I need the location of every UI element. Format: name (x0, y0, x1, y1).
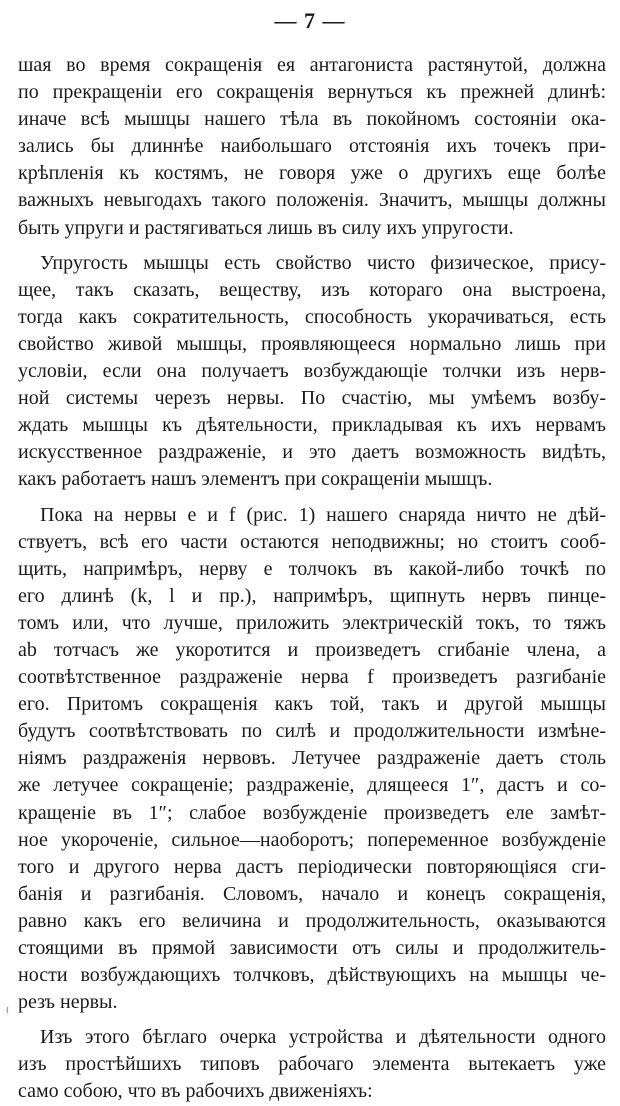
paragraph-gap (18, 1016, 606, 1024)
paragraph (18, 502, 606, 1017)
text-line: Изъ этого бѣглаго очерка устройства и дѣятельности одного (40, 1026, 606, 1049)
text-line: его. Притомъ сокращенія какъ той, такъ и другой мышцы (18, 693, 606, 716)
paragraph (18, 250, 606, 494)
text-line: щее, такъ сказать, веществу, изъ котораго она выстроена, (18, 278, 606, 301)
text-line: соотвѣтственное раздраженіе нерва f произведетъ разгибаніе (18, 666, 606, 689)
text-line: тогда какъ сократительность, способность укорачиваться, есть (18, 305, 606, 328)
paragraph-gap (18, 242, 606, 250)
text-line: иначе всѣ мышцы нашего тѣла въ покойномъ состояніи ока- (18, 108, 606, 131)
text-line: быть упруги и растягиваться лишь въ силу ихъ упругости. (18, 216, 514, 239)
text-line: Пока на нервы e и f (рис. 1) нашего снаряда ничто не дѣй- (40, 503, 606, 526)
text-line: Упругость мышцы есть свойство чисто физическое, прису- (40, 251, 606, 274)
text-line: важныхъ невыгодахъ такого положенія. Значитъ, мышцы должны (18, 189, 606, 212)
text-line: изъ простѣйшихъ типовъ рабочаго элемента вытекаетъ уже (18, 1053, 606, 1076)
text-line: какъ работаетъ нашъ элементъ при сокращеніи мышцъ. (18, 468, 493, 491)
text-line: же летучее сокращеніе; раздраженіе, длящееся 1″, дастъ и со- (18, 774, 606, 797)
page-number: — 7 — (274, 8, 346, 33)
text-line: шая во время сокращенія ея антагониста растянутой, должна (18, 54, 606, 76)
text-line: ждать мышцы къ дѣятельности, прикладывая къ ихъ нервамъ (18, 414, 606, 437)
text-line: кращеніе въ 1″; слабое возбужденіе произведетъ еле замѣт- (18, 801, 606, 824)
text-line: ствуетъ, всѣ его части остаются неподвижны; но стоитъ сооб- (18, 530, 606, 553)
text-line: условіи, если она получаетъ возбуждающіе толчки изъ нерв- (18, 360, 606, 383)
paragraph (18, 52, 606, 242)
text-line: его длинѣ (k, l и пр.), напримѣръ, щипнуть нервъ пинце- (18, 584, 606, 607)
text-line: само собою, что въ рабочихъ движеніяхъ: (18, 1080, 373, 1103)
text-line: ніямъ раздраженія нервовъ. Летучее раздраженіе даетъ столь (18, 747, 606, 770)
text-line: ности возбуждающихъ толчковъ, дѣйствующихъ на мышцы че- (18, 964, 606, 987)
text-line: банія и разгибанія. Словомъ, начало и конецъ сокращенія, (18, 882, 606, 905)
text-line: свойство живой мышцы, проявляющееся нормально лишь при (18, 332, 606, 355)
paragraph-gap (18, 494, 606, 502)
text-line: равно какъ его величина и продолжительность, оказываются (18, 909, 606, 932)
text-line: зались бы длиннѣе наибольшаго отстоянія ихъ точекъ при- (18, 135, 606, 158)
text-line: ab тотчасъ же укоротится и произведетъ сгибаніе члена, а (18, 638, 606, 661)
text-line: искусственное раздраженіе, и это даетъ возможность видѣть, (18, 441, 606, 464)
text-line: того и другого нерва дастъ періодически повторяющіяся сги- (18, 855, 606, 878)
text-line: крѣпленія къ костямъ, не говоря уже о другихъ еще болѣе (18, 162, 606, 185)
text-line: по прекращеніи его сокращенія вернуться къ прежней длинѣ: (18, 81, 606, 104)
text-line: стоящими въ прямой зависимости отъ силы и продолжитель- (18, 937, 606, 959)
paragraph (18, 1024, 606, 1105)
text-line: будутъ соотвѣтствовать по силѣ и продолжительности измѣне- (18, 720, 606, 743)
footer-mark: ⁽ (6, 1005, 9, 1019)
text-line: ное укороченіе, сильное—наоборотъ; попеременное возбужденіе (18, 828, 606, 851)
text-line: ной системы черезъ нервы. По счастію, мы умѣемъ возбу- (18, 387, 606, 410)
body-text (18, 52, 606, 1106)
text-line: щить, напримѣръ, нерву e толчокъ въ какой-либо точкѣ по (18, 557, 606, 580)
text-line: томъ или, что лучше, приложить электрическій токъ, то тяжъ (18, 611, 606, 634)
text-line: резъ нервы. (18, 991, 118, 1014)
